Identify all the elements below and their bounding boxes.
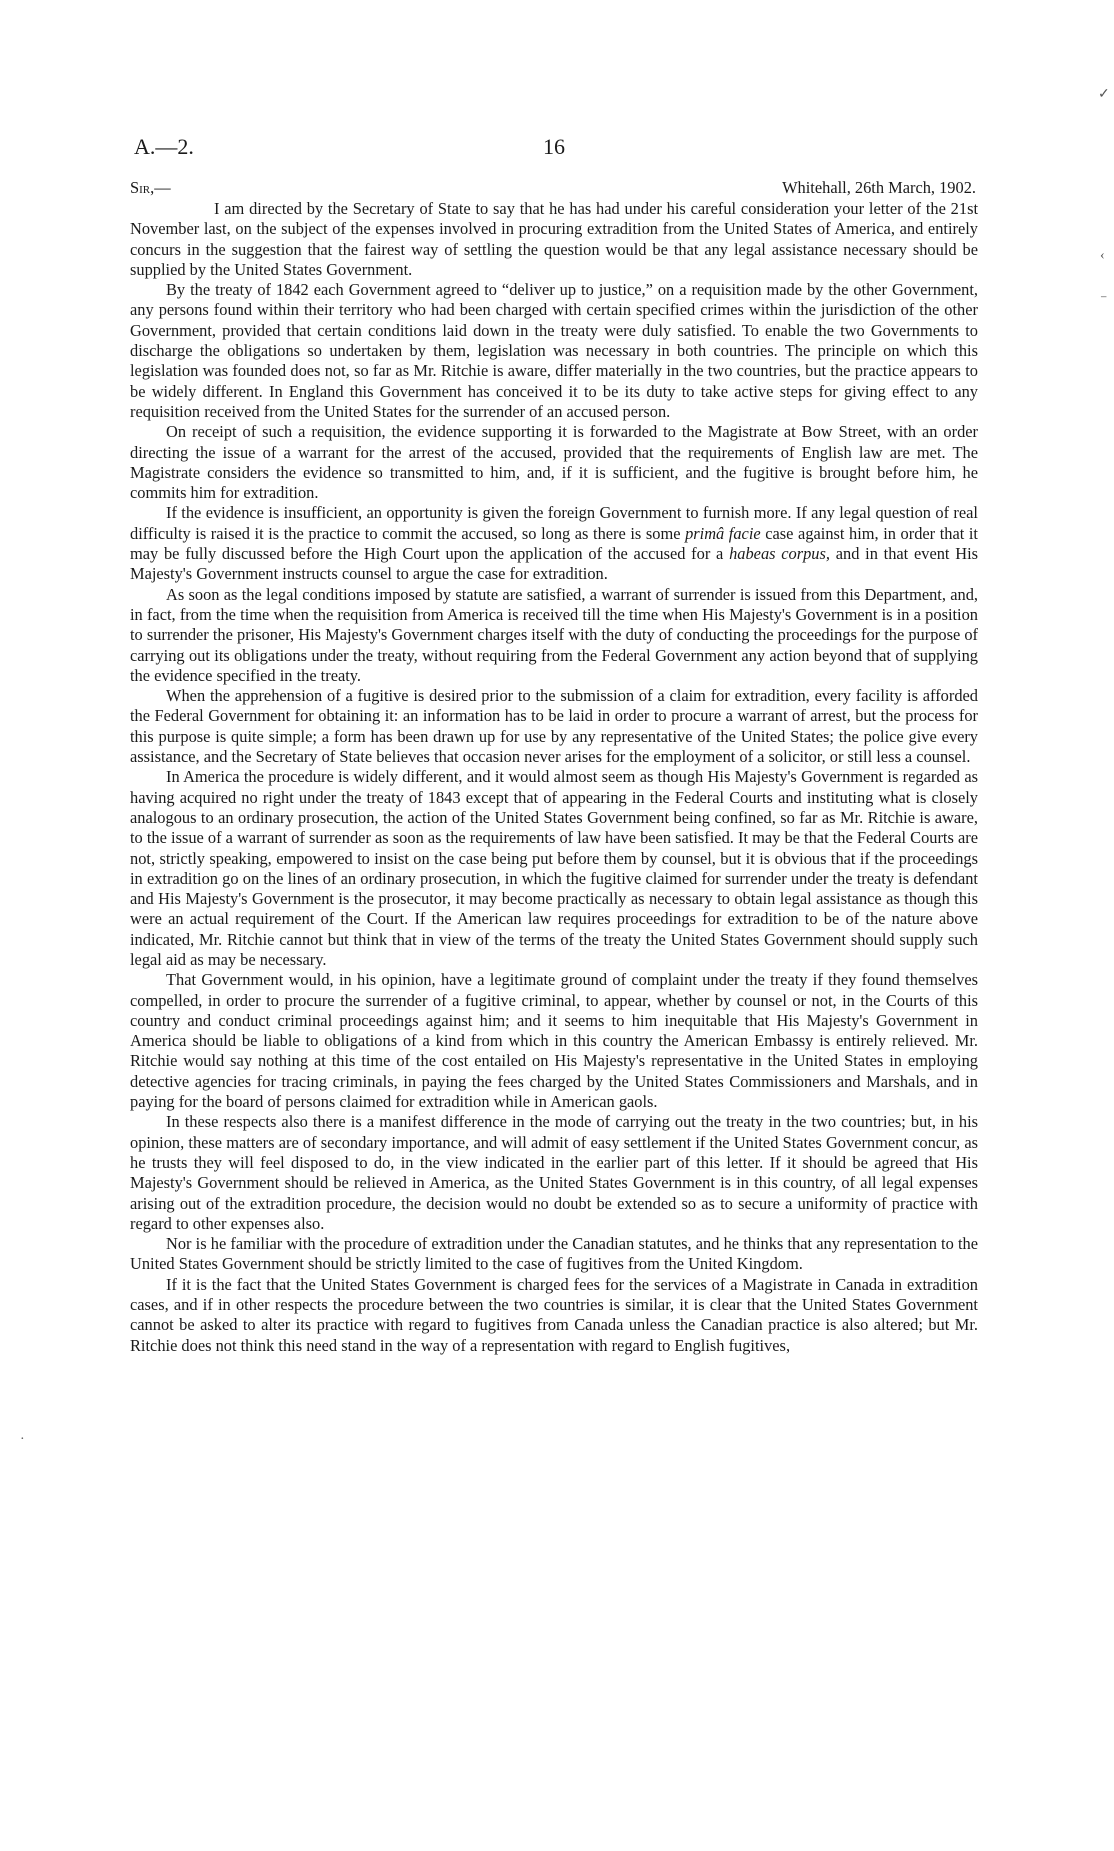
paragraph-text: and in that event His Majesty's Government instructs counsel to argue the case for extradition. [130, 544, 979, 584]
scan-speck: ‹ [1100, 248, 1105, 263]
paragraph: Nor is he familiar with the procedure of extradition under the Canadian statutes, and he thinks that any representation to the United States Government should be strictly limited to the case of fugitives from the United Kingdom. [130, 1234, 978, 1274]
latin-term: primâ facie [685, 523, 761, 543]
letter-heading [130, 178, 978, 200]
page-number: 16 [543, 134, 565, 159]
paragraph: If it is the fact that the United States Government is charged fees for the services of a Magistrate in Canada in extradition cases, and if in other respects the procedure between the two countries is similar, it is clear that the United States Government cannot be asked to alter its practice with regard to fugitives from Canada unless the Canadian practice is also altered; but Mr. Ritchie does not think this need stand in the way of a representation with regard to English fugitives, [130, 1274, 978, 1355]
paragraph: In America the procedure is widely different, and it would almost seem as though His Majesty's Government is regarded as having acquired no right under the treaty of 1843 except that of appearing in the Federal Courts and instituting what is closely analogous to an ordinary prosecution, the action of the United States Government being confined, so far as Mr. Ritchie is aware, to the issue of a warrant of surrender as soon as the requirements of law have been satisfied. It may be that the Federal Courts are not, strictly speaking, empowered to insist on the case being put before them by counsel, but it is obvious that if the proceedings in extradition go on the lines of an ordinary prosecution, in which the fugitive claimed for surrender under the treaty is defendant and His Majesty's Government is the prosecutor, it may become practically as necessary to obtain legal assistance as though this were an actual requirement of the Court. If the American law requires proceedings for extradition to be of the nature above indicated, Mr. Ritchie cannot but think that in view of the terms of the treaty the United States Government should supply such legal aid as may be necessary. [130, 767, 978, 969]
scan-speck: ✓ [1098, 87, 1110, 102]
scan-speck: · [20, 1432, 25, 1447]
place-and-date: Whitehall, 26th March, 1902. [782, 178, 976, 197]
paragraph: As soon as the legal conditions imposed by statute are satisfied, a warrant of surrender is issued from this Department, and, in fact, from the time when the requisition from America is received till the time when His Majesty's Government is in a position to surrender the prisoner, His Majesty's Government charges itself with the duty of conducting the proceedings for the purpose of carrying out its obligations under the treaty, without requiring from the Federal Government any action beyond that of supplying the evidence specified in the treaty. [130, 584, 978, 685]
page-header [134, 134, 974, 164]
salutation: Sir,— [130, 178, 171, 197]
document-reference: A.—2. [134, 134, 194, 159]
paragraph: I am directed by the Secretary of State to say that he has had under his careful consideration your letter of the 21st November last, on the subject of the expenses involved in procuring extradition from the United States of America, and entirely concurs in the suggestion that the fairest way of settling the question would be that any legal assistance necessary should be supplied by the United States Government. [130, 199, 978, 279]
paragraph: On receipt of such a requisition, the evidence supporting it is forwarded to the Magistrate at Bow Street, with an order directing the issue of a warrant for the arrest of the accused, provided that the requirements of English law are met. The Magistrate considers the evidence so transmitted to him, and, if it is sufficient, and the fugitive is brought before him, he commits him for extradition. [130, 422, 978, 503]
paragraph-text: case against him, in order that it may be fully discussed before the High Court upon the application of the accused for a [130, 523, 978, 564]
paragraph: By the treaty of 1842 each Government agreed to “deliver up to justice,” on a requisition made by the other Government, any persons found within their territory who had been charged with certain specified crimes within the jurisdiction of the other Government, provided that certain conditions laid down in the treaty were duly satisfied. To enable the two Governments to discharge the obligations so undertaken by them, legislation was necessary in both countries. The principle on which this legislation was founded does not, so far as Mr. Ritchie is aware, differ materially in the two countries, but the practice appears to be widely different. In England this Government has conceived it to be its duty to take active steps for giving effect to any requisition received from the United States for the surrender of an accused person. [130, 280, 978, 421]
paragraph: When the apprehension of a fugitive is desired prior to the submission of a claim for extradition, every facility is afforded the Federal Government for obtaining it: an information has to be laid in order to procure a warrant of arrest, but the process for this purpose is quite simple; a form has been drawn up for use by any representative of the United States; the police give every assistance, and the Secretary of State believes that occasion never arises for the employment of a solicitor, or still less a counsel. [130, 686, 978, 767]
paragraph: In these respects also there is a manifest difference in the mode of carrying out the treaty in the two countries; but, in his opinion, these matters are of secondary importance, and will admit of easy settlement if the United States Government concur, as he trusts they will feel disposed to do, in the view indicated in the earlier part of this letter. If it should be agreed that His Majesty's Government should be relieved in America, as the United States Government is in this country, of all legal expenses arising out of the extradition procedure, the decision would no doubt be extended so as to secure a uniformity of practice with regard to other expenses also. [130, 1112, 978, 1233]
paragraph: That Government would, in his opinion, have a legitimate ground of complaint under the treaty if they found themselves compelled, in order to procure the surrender of a fugitive criminal, to appear, whether by counsel or not, in the Courts of this country and conduct criminal proceedings against him; and it seems to him inequitable that His Majesty's Government in America should be liable to obligations of a kind from which in this country the American Embassy is entirely relieved. Mr. Ritchie would say nothing at this time of the cost entailed on His Majesty's representative in the United States in employing detective agencies for tracing criminals, in paying the fees charged by the United States Commissioners and Marshals, and in paying for the board of persons claimed for extradition while in American gaols. [130, 970, 978, 1112]
latin-term: habeas corpus, [729, 544, 830, 564]
paragraph-text: If the evidence is insufficient, an opportunity is given the foreign Government to furnish more. If any legal question of real difficulty is raised it is the practice to commit the accused, so long as there is some [130, 503, 978, 543]
scan-speck: ⁻ [1100, 293, 1108, 308]
paragraph [130, 503, 978, 584]
letter-body [130, 199, 978, 1356]
